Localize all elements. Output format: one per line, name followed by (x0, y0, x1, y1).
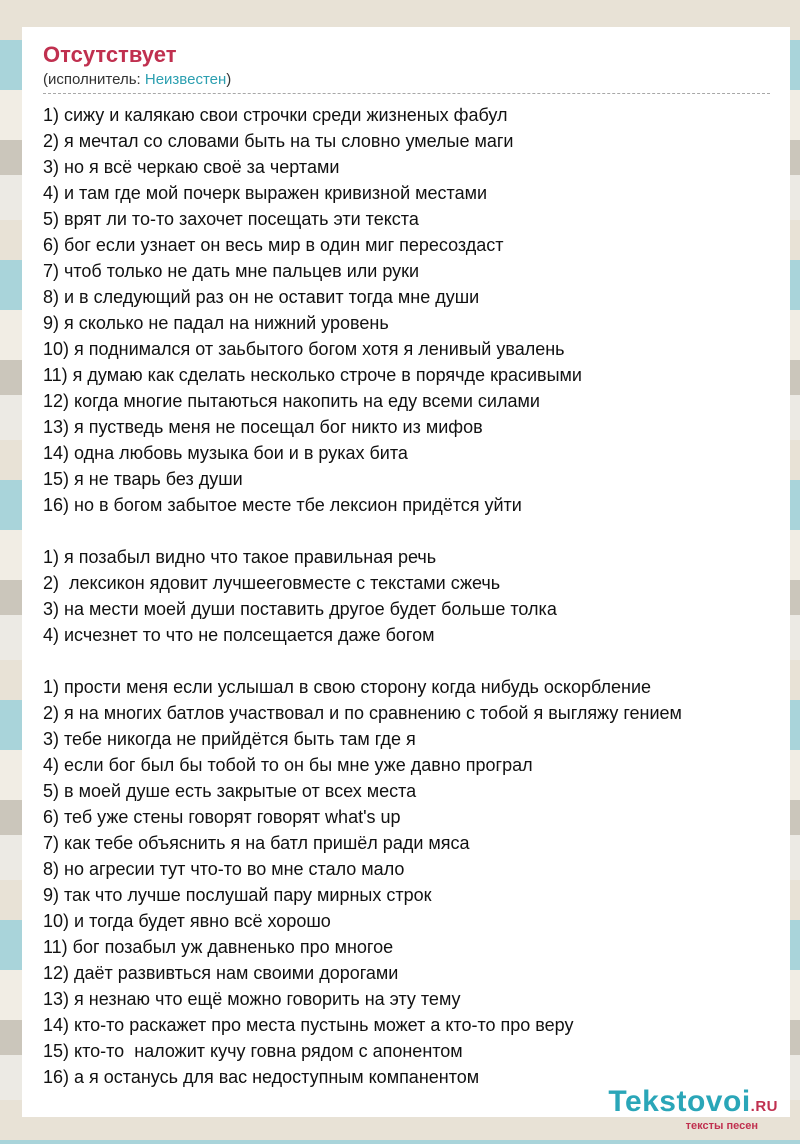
lyric-line: 3) но я всё черкаю своё за чертами (43, 157, 340, 177)
lyric-line: 2) я на многих батлов участвовал и по сравнению с тобой я выгляжу гением (43, 703, 682, 723)
lyric-line: 12) когда многие пытаються накопить на еду всеми силами (43, 391, 540, 411)
lyric-line: 14) одна любовь музыка бои и в руках бита (43, 443, 408, 463)
lyric-line: 10) и тогда будет явно всё хорошо (43, 911, 331, 931)
lyric-line: 16) но в богом забытое месте тбе лексион придётся уйти (43, 495, 522, 515)
site-logo[interactable] (608, 1086, 778, 1132)
lyric-line: 15) кто-то наложит кучу говна рядом с апонентом (43, 1041, 463, 1061)
lyric-line: 8) и в следующий раз он не оставит тогда мне души (43, 287, 480, 307)
artist-link[interactable]: Неизвестен (144, 71, 227, 88)
logo-tld: .RU (750, 1098, 778, 1115)
lyric-line: 9) так что лучше послушай пару мирных строк (43, 885, 432, 905)
verse-gap (43, 648, 770, 674)
lyric-line: 2) лексикон ядовит лучшееговместе с текстами сжечь (43, 573, 501, 593)
lyric-line: 1) прости меня если услышал в свою сторону когда нибудь оскорбление (43, 677, 652, 697)
lyric-line: 5) врят ли то-то захочет посещать эти текста (43, 209, 419, 229)
lyric-line: 6) теб уже стены говорят говорят what's up (43, 807, 401, 827)
lyrics-sheet (22, 27, 790, 1117)
lyric-line: 2) я мечтал со словами быть на ты словно умелые маги (43, 131, 514, 151)
song-title: Отсутствует (43, 42, 177, 67)
lyric-line: 7) как тебе объяснить я на батл пришёл ради мяса (43, 833, 470, 853)
lyric-line: 13) я пустведь меня не посещал бог никто из мифов (43, 417, 483, 437)
lyric-line: 14) кто-то раскажет про места пустынь может а кто-то про веру (43, 1015, 574, 1035)
lyric-line: 4) исчезнет то что не полсещается даже богом (43, 625, 435, 645)
divider (43, 93, 770, 94)
lyrics-body (43, 102, 770, 1090)
lyric-line: 6) бог если узнает он весь мир в один миг пересоздаст (43, 235, 504, 255)
artist-prefix: (исполнитель: (43, 71, 145, 88)
logo-tagline: тексты песен (685, 1120, 758, 1132)
lyric-line: 8) но агресии тут что-то во мне стало мало (43, 859, 405, 879)
lyric-line: 13) я незнаю что ещё можно говорить на эту тему (43, 989, 461, 1009)
lyric-line: 3) тебе никогда не прийдётся быть там где я (43, 729, 416, 749)
lyric-line: 9) я сколько не падал на нижний уровень (43, 313, 389, 333)
lyric-line: 1) я позабыл видно что такое правильная речь (43, 547, 437, 567)
lyric-line: 11) я думаю как сделать несколько строче в порячде красивыми (43, 365, 582, 385)
artist-line (43, 71, 770, 89)
lyric-line: 11) бог позабыл уж давненько про многое (43, 937, 394, 957)
lyric-line: 10) я поднимался от заьбытого богом хотя я ленивый увалень (43, 339, 565, 359)
lyric-line: 5) в моей душе есть закрытые от всех места (43, 781, 417, 801)
lyric-line: 4) и там где мой почерк выражен кривизной местами (43, 183, 488, 203)
lyric-line: 4) если бог был бы тобой то он бы мне уже давно програл (43, 755, 533, 775)
lyric-line: 1) сижу и калякаю свои строчки среди жизненых фабул (43, 105, 508, 125)
lyric-line: 16) а я останусь для вас недоступным компанентом (43, 1067, 480, 1087)
lyric-line: 7) чтоб только не дать мне пальцев или руки (43, 261, 420, 281)
artist-suffix: ) (226, 71, 232, 88)
logo-text: Tekstovoi (608, 1085, 751, 1118)
verse-gap (43, 518, 770, 544)
lyric-line: 3) на мести моей души поставить другое будет больше толка (43, 599, 557, 619)
lyric-line: 12) даёт развивться нам своими дорогами (43, 963, 399, 983)
lyric-line: 15) я не тварь без души (43, 469, 243, 489)
